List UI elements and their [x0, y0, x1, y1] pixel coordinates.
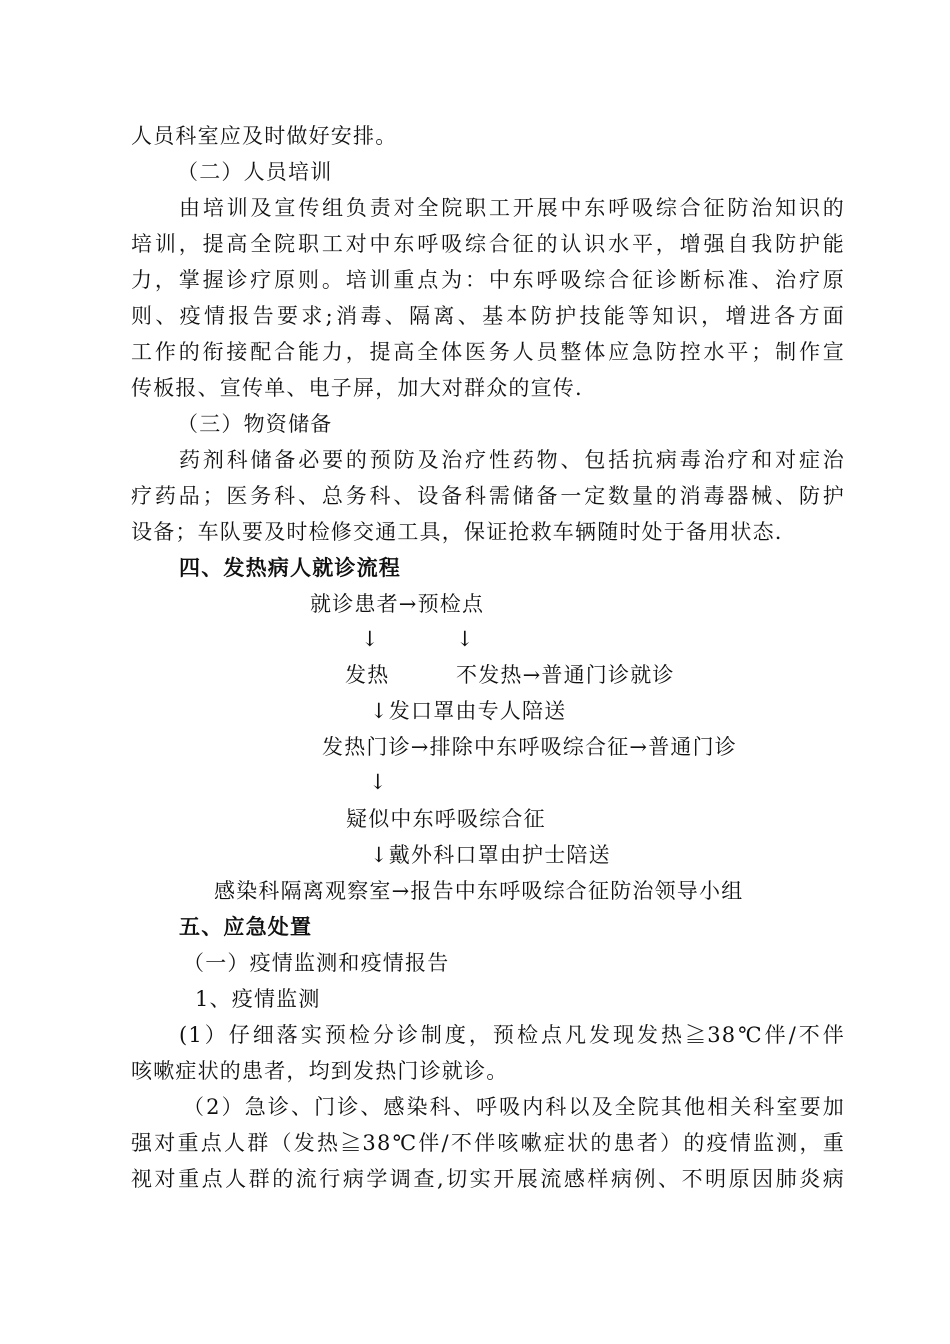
paragraph-line: 设备；车队要及时检修交通工具，保证抢救车辆随时处于备用状态. — [131, 520, 783, 544]
paragraph-line: 则、疫情报告要求;消毒、隔离、基本防护技能等知识，增进各方面 — [131, 304, 845, 328]
flow-step-isolation-report: 感染科隔离观察室→报告中东呼吸综合征防治领导小组 — [214, 879, 744, 903]
flow-arrow-nurse-escort: ↓戴外科口罩由护士陪送 — [370, 843, 611, 867]
flow-step-no-fever: 不发热→普通门诊就诊 — [456, 663, 675, 687]
heading-fever-patient-flow: 四、发热病人就诊流程 — [179, 555, 401, 580]
paragraph-line: 工作的衔接配合能力，提高全体医务人员整体应急防控水平；制作宣 — [131, 340, 845, 364]
paragraph-line: 咳嗽症状的患者，均到发热门诊就诊。 — [131, 1059, 509, 1083]
heading-staff-training: （二）人员培训 — [177, 160, 333, 184]
flow-step-suspected: 疑似中东呼吸综合征 — [346, 807, 546, 831]
flow-arrow-down: ↓ — [361, 627, 380, 651]
flow-step-fever-clinic: 发热门诊→排除中东呼吸综合征→普通门诊 — [322, 735, 737, 759]
paragraph-line: 传板报、宣传单、电子屏，加大对群众的宣传. — [131, 376, 583, 400]
flow-arrow-mask-escort: ↓发口罩由专人陪送 — [370, 699, 567, 723]
heading-material-reserve: （三）物资储备 — [177, 412, 333, 436]
paragraph-line: （2）急诊、门诊、感染科、呼吸内科以及全院其他相关科室要加 — [183, 1095, 845, 1119]
flow-step-patient-to-triage: 就诊患者→预检点 — [310, 592, 485, 616]
heading-emergency-response: 五、应急处置 — [179, 914, 313, 939]
paragraph-line: 药剂科储备必要的预防及治疗性药物、包括抗病毒治疗和对症治 — [179, 448, 845, 472]
heading-epidemic-monitoring: 1、疫情监测 — [195, 987, 321, 1011]
paragraph-continuation: 人员科室应及时做好安排。 — [131, 124, 398, 148]
paragraph-line: 由培训及宣传组负责对全院职工开展中东呼吸综合征防治知识的 — [179, 196, 845, 220]
paragraph-line: (1）仔细落实预检分诊制度，预检点凡发现发热≧38℃伴/不伴 — [179, 1023, 845, 1047]
paragraph-line: 培训，提高全院职工对中东呼吸综合征的认识水平，增强自我防护能 — [131, 232, 845, 256]
flow-arrow-down: ↓ — [456, 627, 475, 651]
paragraph-line: 疗药品；医务科、总务科、设备科需储备一定数量的消毒器械、防护 — [131, 484, 845, 508]
heading-monitoring-and-reporting: （一）疫情监测和疫情报告 — [183, 951, 450, 975]
paragraph-line: 视对重点人群的流行病学调查,切实开展流感样病例、不明原因肺炎病 — [131, 1167, 845, 1191]
flow-step-fever: 发热 — [345, 663, 390, 687]
flow-arrow-down: ↓ — [369, 770, 388, 794]
paragraph-line: 强对重点人群（发热≧38℃伴/不伴咳嗽症状的患者）的疫情监测，重 — [131, 1131, 845, 1155]
paragraph-line: 力，掌握诊疗原则。培训重点为：中东呼吸综合征诊断标准、治疗原 — [131, 268, 845, 292]
